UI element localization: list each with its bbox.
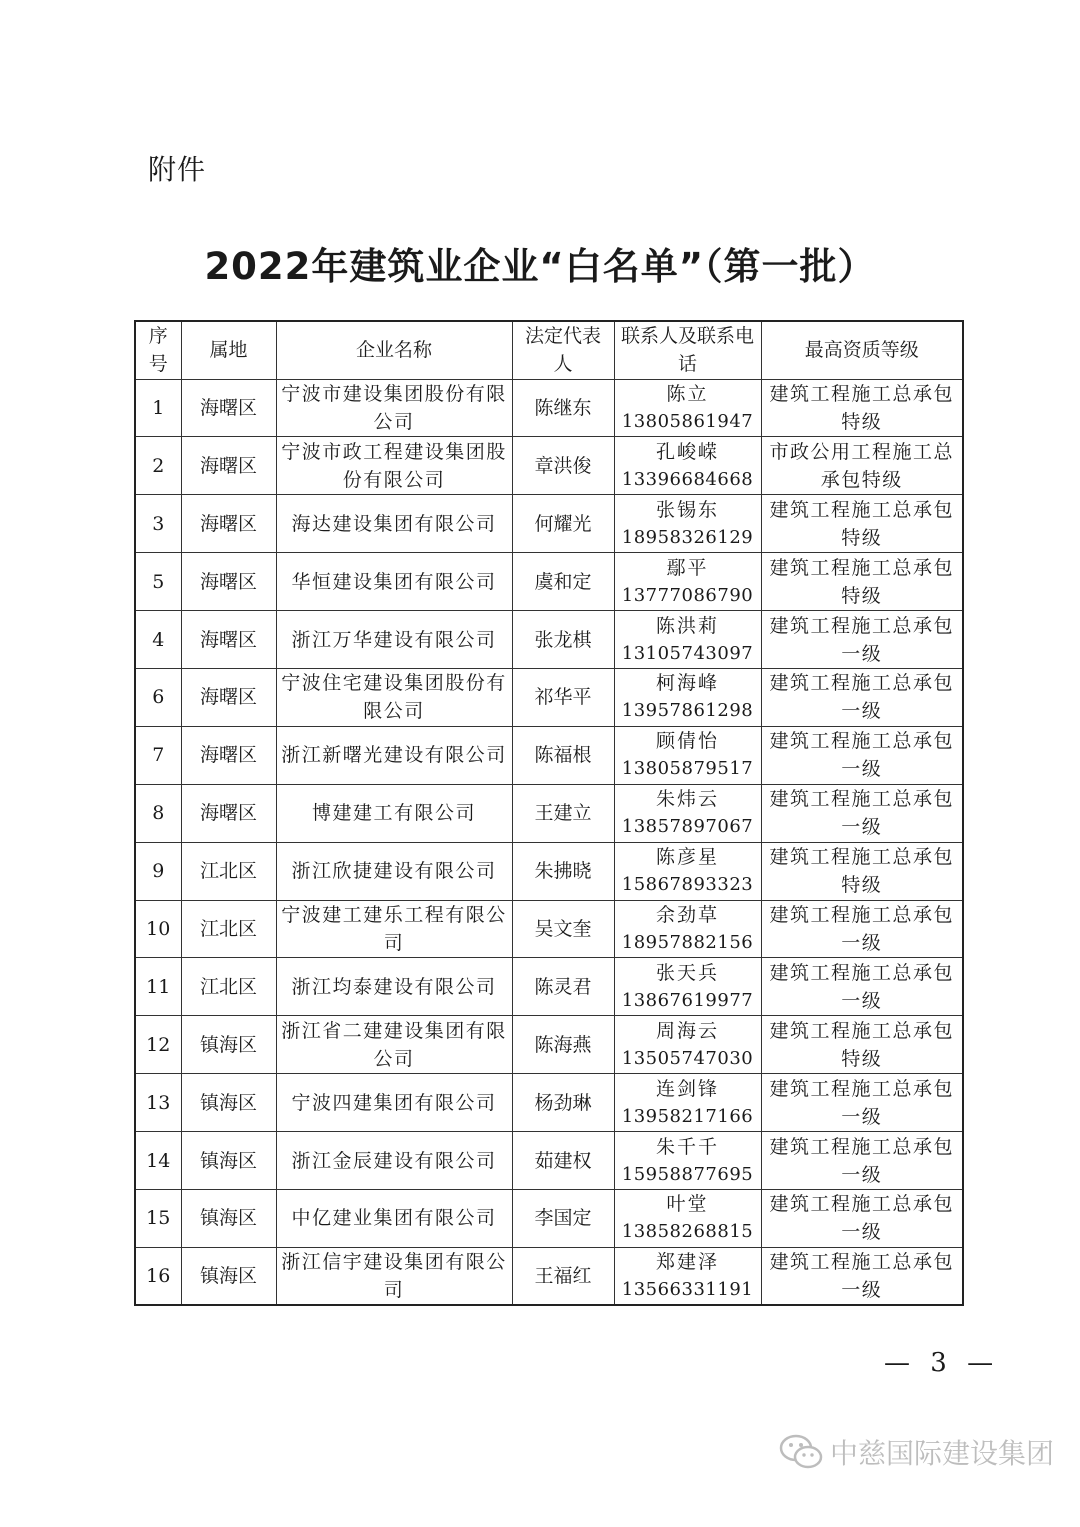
cell-legal-rep: 陈灵君	[512, 958, 614, 1016]
table-row	[135, 958, 963, 1016]
cell-region: 镇海区	[181, 1016, 276, 1074]
cell-contact	[614, 437, 761, 495]
cell-company: 浙江金辰建设有限公司	[276, 1132, 512, 1190]
cell-qualification: 建筑工程施工总承包一级	[761, 1189, 963, 1247]
cell-contact	[614, 958, 761, 1016]
cell-contact	[614, 553, 761, 611]
contact-name: 顾倩怡	[655, 730, 719, 753]
table-row	[135, 553, 963, 611]
cell-qualification: 市政公用工程施工总承包特级	[761, 437, 963, 495]
table-row	[135, 379, 963, 437]
cell-qualification: 建筑工程施工总承包特级	[761, 553, 963, 611]
cell-region: 镇海区	[181, 1074, 276, 1132]
cell-region: 江北区	[181, 900, 276, 958]
cell-seq: 7	[135, 726, 181, 784]
cell-legal-rep: 陈福根	[512, 726, 614, 784]
cell-region: 镇海区	[181, 1247, 276, 1305]
contact-name: 陈立	[666, 382, 709, 405]
table-row	[135, 611, 963, 669]
cell-company: 浙江信宇建设集团有限公司	[276, 1247, 512, 1305]
cell-region: 镇海区	[181, 1189, 276, 1247]
cell-region: 海曙区	[181, 379, 276, 437]
cell-legal-rep: 吴文奎	[512, 900, 614, 958]
cell-region: 海曙区	[181, 495, 276, 553]
cell-seq: 1	[135, 379, 181, 437]
cell-legal-rep: 陈海燕	[512, 1016, 614, 1074]
contact-name: 张天兵	[655, 961, 719, 984]
table-row	[135, 1132, 963, 1190]
cell-qualification: 建筑工程施工总承包特级	[761, 1016, 963, 1074]
cell-contact	[614, 726, 761, 784]
cell-qualification: 建筑工程施工总承包一级	[761, 958, 963, 1016]
contact-name: 郑建泽	[655, 1251, 719, 1274]
attachment-label: 附件	[148, 153, 207, 186]
cell-contact	[614, 1016, 761, 1074]
table-row	[135, 1189, 963, 1247]
cell-company: 浙江万华建设有限公司	[276, 611, 512, 669]
contact-name: 余劲草	[655, 903, 719, 926]
cell-seq: 15	[135, 1189, 181, 1247]
wechat-official-account-icon	[778, 1433, 824, 1471]
contact-name: 朱千千	[655, 1135, 719, 1158]
cell-legal-rep: 李国定	[512, 1189, 614, 1247]
cell-company: 浙江省二建建设集团有限公司	[276, 1016, 512, 1074]
cell-contact	[614, 668, 761, 726]
cell-contact	[614, 495, 761, 553]
cell-company: 浙江新曙光建设有限公司	[276, 726, 512, 784]
cell-qualification: 建筑工程施工总承包特级	[761, 842, 963, 900]
cell-legal-rep: 祁华平	[512, 668, 614, 726]
cell-qualification: 建筑工程施工总承包一级	[761, 900, 963, 958]
contact-name: 周海云	[655, 1019, 719, 1042]
cell-seq: 8	[135, 784, 181, 842]
page-number: — 3 —	[884, 1348, 1000, 1378]
cell-region: 江北区	[181, 958, 276, 1016]
contact-phone: 18957882156	[621, 931, 754, 953]
cell-region: 海曙区	[181, 553, 276, 611]
cell-region: 海曙区	[181, 611, 276, 669]
cell-contact	[614, 842, 761, 900]
cell-company: 中亿建业集团有限公司	[276, 1189, 512, 1247]
cell-legal-rep: 茹建权	[512, 1132, 614, 1190]
header-qualification: 最高资质等级	[761, 321, 963, 379]
cell-seq: 5	[135, 553, 181, 611]
cell-seq: 11	[135, 958, 181, 1016]
table-row	[135, 1247, 963, 1305]
cell-contact	[614, 611, 761, 669]
contact-phone: 15867893323	[621, 874, 754, 896]
cell-legal-rep: 章洪俊	[512, 437, 614, 495]
cell-region: 江北区	[181, 842, 276, 900]
cell-legal-rep: 朱拂晓	[512, 842, 614, 900]
cell-legal-rep: 杨劲琳	[512, 1074, 614, 1132]
cell-legal-rep: 王建立	[512, 784, 614, 842]
header-legal-rep: 法定代表人	[512, 321, 614, 379]
cell-qualification: 建筑工程施工总承包一级	[761, 1247, 963, 1305]
cell-legal-rep: 虞和定	[512, 553, 614, 611]
contact-phone: 13505747030	[621, 1047, 754, 1069]
cell-company: 博建建工有限公司	[276, 784, 512, 842]
contact-phone: 13396684668	[621, 468, 754, 490]
header-contact: 联系人及联系电话	[614, 321, 761, 379]
cell-seq: 16	[135, 1247, 181, 1305]
cell-contact	[614, 900, 761, 958]
cell-region: 海曙区	[181, 668, 276, 726]
cell-seq: 14	[135, 1132, 181, 1190]
cell-seq: 2	[135, 437, 181, 495]
table-body	[135, 379, 963, 1305]
cell-contact	[614, 1247, 761, 1305]
contact-phone: 13867619977	[621, 989, 754, 1011]
cell-qualification: 建筑工程施工总承包一级	[761, 726, 963, 784]
cell-seq: 10	[135, 900, 181, 958]
cell-qualification: 建筑工程施工总承包一级	[761, 668, 963, 726]
header-seq: 序号	[135, 321, 181, 379]
cell-legal-rep: 张龙棋	[512, 611, 614, 669]
table-row	[135, 437, 963, 495]
table-row	[135, 726, 963, 784]
table-row	[135, 842, 963, 900]
cell-contact	[614, 784, 761, 842]
table-header	[135, 321, 963, 379]
table-row	[135, 668, 963, 726]
cell-company: 浙江均泰建设有限公司	[276, 958, 512, 1016]
cell-seq: 6	[135, 668, 181, 726]
contact-name: 连剑锋	[655, 1077, 719, 1100]
cell-legal-rep: 何耀光	[512, 495, 614, 553]
contact-name: 鄢平	[666, 556, 709, 579]
cell-company: 宁波市建设集团股份有限公司	[276, 379, 512, 437]
cell-company: 宁波市政工程建设集团股份有限公司	[276, 437, 512, 495]
cell-qualification: 建筑工程施工总承包特级	[761, 495, 963, 553]
cell-legal-rep: 王福红	[512, 1247, 614, 1305]
cell-qualification: 建筑工程施工总承包一级	[761, 611, 963, 669]
contact-phone: 13958217166	[621, 1105, 754, 1127]
cell-contact	[614, 1189, 761, 1247]
header-region: 属地	[181, 321, 276, 379]
cell-seq: 13	[135, 1074, 181, 1132]
cell-region: 海曙区	[181, 437, 276, 495]
table-row	[135, 1074, 963, 1132]
whitelist-table	[134, 320, 964, 1306]
contact-name: 张锡东	[655, 498, 719, 521]
contact-name: 孔峻嵘	[655, 440, 719, 463]
contact-phone: 13805879517	[621, 758, 754, 780]
table-row	[135, 900, 963, 958]
cell-qualification: 建筑工程施工总承包特级	[761, 379, 963, 437]
cell-seq: 4	[135, 611, 181, 669]
contact-name: 叶堂	[666, 1193, 709, 1216]
contact-name: 陈洪莉	[655, 614, 719, 637]
contact-name: 朱炜云	[655, 788, 719, 811]
table-row	[135, 1016, 963, 1074]
cell-seq: 3	[135, 495, 181, 553]
contact-phone: 13857897067	[621, 816, 754, 838]
header-row	[135, 321, 963, 379]
contact-phone: 13777086790	[621, 584, 754, 606]
document-title: 2022年建筑业企业“白名单”（第一批）	[204, 245, 876, 288]
contact-phone: 13858268815	[621, 1221, 754, 1243]
table-row	[135, 784, 963, 842]
cell-region: 海曙区	[181, 726, 276, 784]
cell-company: 宁波住宅建设集团股份有限公司	[276, 668, 512, 726]
contact-phone: 18958326129	[621, 526, 754, 548]
contact-phone: 13805861947	[621, 410, 754, 432]
cell-contact	[614, 1132, 761, 1190]
cell-seq: 12	[135, 1016, 181, 1074]
header-company: 企业名称	[276, 321, 512, 379]
table-row	[135, 495, 963, 553]
cell-qualification: 建筑工程施工总承包一级	[761, 1074, 963, 1132]
contact-phone: 13566331191	[621, 1279, 754, 1301]
cell-company: 宁波四建集团有限公司	[276, 1074, 512, 1132]
cell-contact	[614, 379, 761, 437]
cell-region: 镇海区	[181, 1132, 276, 1190]
cell-company: 海达建设集团有限公司	[276, 495, 512, 553]
cell-legal-rep: 陈继东	[512, 379, 614, 437]
cell-region: 海曙区	[181, 784, 276, 842]
cell-contact	[614, 1074, 761, 1132]
contact-name: 陈彦星	[655, 846, 719, 869]
cell-seq: 9	[135, 842, 181, 900]
contact-phone: 13105743097	[621, 642, 754, 664]
contact-phone: 15958877695	[621, 1163, 754, 1185]
watermark	[778, 1432, 1054, 1472]
cell-company: 宁波建工建乐工程有限公司	[276, 900, 512, 958]
contact-phone: 13957861298	[621, 700, 754, 722]
cell-company: 华恒建设集团有限公司	[276, 553, 512, 611]
cell-qualification: 建筑工程施工总承包一级	[761, 784, 963, 842]
cell-qualification: 建筑工程施工总承包一级	[761, 1132, 963, 1190]
contact-name: 柯海峰	[655, 672, 719, 695]
cell-company: 浙江欣捷建设有限公司	[276, 842, 512, 900]
watermark-text: 中慈国际建设集团	[830, 1437, 1055, 1470]
